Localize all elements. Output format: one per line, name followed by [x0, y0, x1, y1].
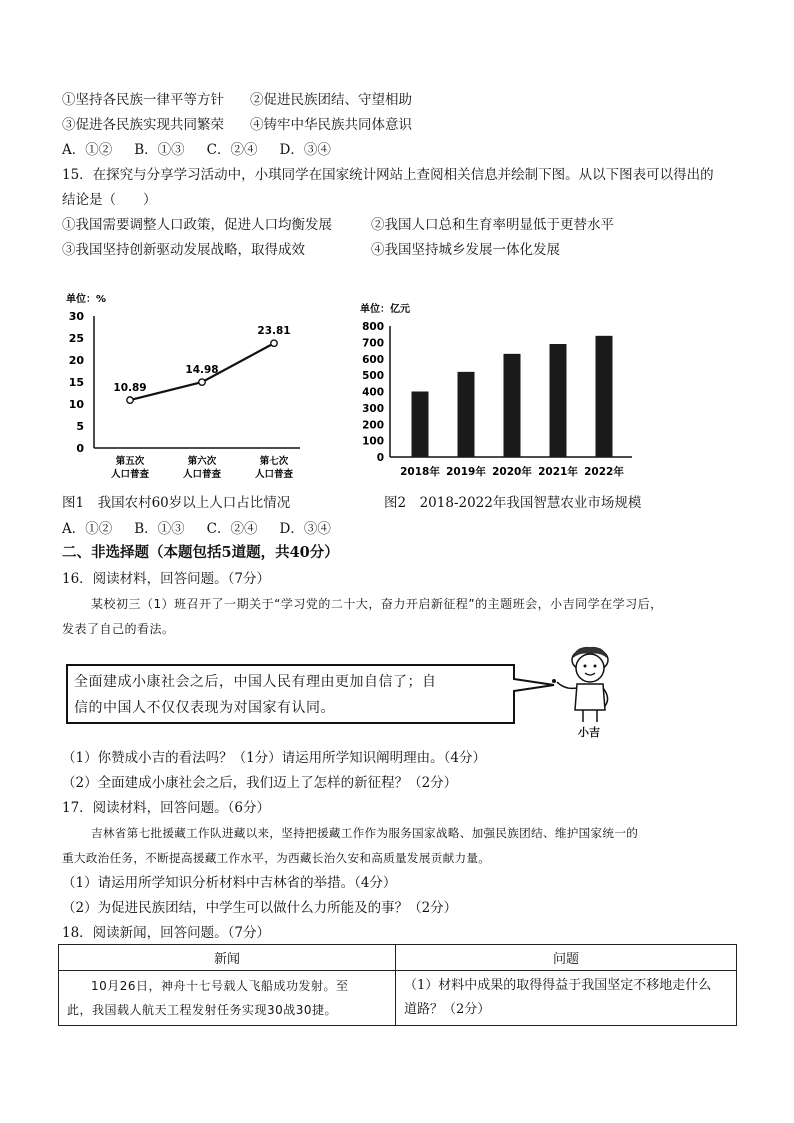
fig1-ytick-label: 30: [68, 310, 84, 323]
q14-choice-c: C．②④: [206, 142, 258, 158]
student-cartoon-icon: [545, 642, 625, 724]
q16-stem: 16．阅读材料，回答问题。（7分）: [62, 571, 271, 587]
fig2-ytick-label: 300: [362, 402, 384, 415]
q17-subquestion-1: （1）请运用所学知识分析材料中吉林省的举措。（4分）: [62, 875, 397, 891]
fig2-category-label: 2021年: [538, 466, 578, 478]
q17-material-line-2: 重大政治任务，不断提高援藏工作水平，为西藏长治久安和高质量发展贡献力量。: [62, 851, 491, 865]
fig1-ytick-label: 15: [68, 376, 84, 389]
q15-stem-line-2: 结论是（ ）: [62, 192, 157, 208]
q14-choices: [62, 141, 331, 159]
fig2-ytick-label: 600: [362, 353, 384, 366]
character-name: 小吉: [578, 726, 600, 739]
q14-option-row-2: [62, 116, 412, 134]
q15-choices: [62, 520, 331, 538]
q14-choice-d: D．③④: [279, 142, 331, 158]
fig2-category-label: 2019年: [446, 466, 486, 478]
fig1-category-label: 人口普查: [110, 469, 150, 480]
figure2-caption: 图2 2018-2022年我国智慧农业市场规模: [384, 495, 642, 511]
fig2-unit-label: 单位：亿元: [360, 304, 410, 315]
q14-option-3: ③促进各民族实现共同繁荣: [62, 117, 224, 133]
news-line-1: 10月26日，神舟十七号载人飞船成功发射。至: [91, 979, 349, 993]
bubble-line-2: 信的中国人不仅仅表现为对国家有认同。: [74, 700, 335, 716]
q14-option-4: ④铸牢中华民族共同体意识: [250, 117, 412, 133]
fig2-ytick-label: 200: [362, 419, 384, 432]
figure1-caption: 图1 我国农村60岁以上人口占比情况: [62, 495, 291, 511]
q18-news-table: [58, 944, 737, 1026]
q18-stem: 18．阅读新闻，回答问题。（7分）: [62, 925, 271, 941]
fig2-category-label: 2022年: [584, 466, 624, 478]
q16-material-line-1: 某校初三（1）班召开了一期关于“学习党的二十大，奋力开启新征程”的主题班会，小吉同学在学习后，: [91, 597, 663, 611]
fig2-category-label: 2020年: [492, 466, 532, 478]
fig2-ytick-label: 700: [362, 337, 384, 350]
news-line-2: 此，我国载人航天工程发射任务实现30战30捷。: [67, 1003, 338, 1017]
fig1-category-label: 第六次: [187, 456, 217, 467]
fig2-ytick-label: 500: [362, 370, 384, 383]
section2-heading: 二、非选择题（本题包括5道题，共40分）: [62, 544, 339, 561]
table-header-row: [59, 945, 737, 971]
fig1-ytick-label: 20: [68, 354, 84, 367]
q15-option-1: ①我国需要调整人口政策，促进人口均衡发展: [62, 217, 332, 233]
q16-subquestion-2: （2）全面建成小康社会之后，我们迈上了怎样的新征程？（2分）: [62, 775, 458, 791]
fig1-ytick-label: 5: [76, 420, 84, 433]
fig1-ytick-label: 10: [68, 398, 84, 411]
fig2-bar: [596, 336, 613, 457]
table-row: [59, 971, 737, 1026]
fig1-data-point: [199, 379, 205, 385]
q14-choice-b: B．①③: [134, 142, 185, 158]
fig1-ytick-label: 25: [68, 332, 84, 345]
fig2-ytick-label: 400: [362, 386, 384, 399]
q15-option-3: ③我国坚持创新驱动发展战略，取得成效: [62, 242, 305, 258]
fig1-category-label: 人口普查: [182, 469, 222, 480]
q14-option-1: ①坚持各民族一律平等方针: [62, 92, 224, 108]
fig1-value-label: 10.89: [113, 382, 147, 395]
fig1-ytick-label: 0: [76, 442, 84, 455]
fig1-category-label: 第七次: [259, 456, 289, 467]
q15-choice-b: B．①③: [134, 521, 185, 537]
header-news: 新闻: [59, 945, 396, 971]
question-line-2: 道路？（2分）: [404, 1002, 491, 1017]
bubble-line-1: 全面建成小康社会之后，中国人民有理由更加自信了；自: [74, 674, 437, 690]
q15-stem-line-1: 15．在探究与分享学习活动中，小琪同学在国家统计网站上查阅相关信息并绘制下图。从以下图表可以得出的: [62, 167, 714, 183]
news-cell: [59, 971, 396, 1026]
q15-option-2: ②我国人口总和生育率明显低于更替水平: [371, 217, 614, 233]
q16-subquestion-1: （1）你赞成小吉的看法吗？（1分）请运用所学知识阐明理由。（4分）: [62, 750, 487, 766]
fig1-value-label: 14.98: [185, 364, 219, 377]
fig1-data-point: [127, 397, 133, 403]
q15-choice-a: A．①②: [62, 521, 113, 537]
fig2-category-label: 2018年: [400, 466, 440, 478]
fig2-bar: [550, 344, 567, 457]
question-cell: [396, 971, 737, 1026]
figure1-line-chart: [60, 288, 310, 488]
q14-choice-a: A．①②: [62, 142, 113, 158]
q17-subquestion-2: （2）为促进民族团结，中学生可以做什么力所能及的事？（2分）: [62, 900, 458, 916]
fig2-ytick-label: 800: [362, 321, 384, 333]
fig1-value-label: 23.81: [257, 325, 291, 338]
question-line-1: （1）材料中成果的取得得益于我国坚定不移地走什么: [404, 978, 712, 993]
q16-material-line-2: 发表了自己的看法。: [62, 622, 175, 636]
q15-choice-c: C．②④: [206, 521, 258, 537]
figure2-bar-chart: [360, 300, 640, 485]
fig2-ytick-label: 100: [362, 435, 384, 448]
q14-option-row-1: [62, 91, 412, 109]
fig1-category-label: 第五次: [115, 456, 145, 467]
header-question: 问题: [396, 945, 737, 971]
fig1-unit-label: 单位：%: [66, 294, 107, 305]
fig2-bar: [504, 354, 521, 457]
fig2-bar: [458, 372, 475, 457]
fig2-ytick-label: 0: [376, 452, 384, 464]
fig2-bar: [412, 392, 429, 458]
q15-choice-d: D．③④: [279, 521, 331, 537]
q17-stem: 17．阅读材料，回答问题。（6分）: [62, 800, 271, 816]
fig1-category-label: 人口普查: [254, 469, 294, 480]
fig1-data-point: [271, 340, 277, 346]
q17-material-line-1: 吉林省第七批援藏工作队进藏以来，坚持把援藏工作作为服务国家战略、加强民族团结、维护国家统一的: [91, 826, 639, 840]
q14-option-2: ②促进民族团结、守望相助: [250, 92, 412, 108]
q15-option-4: ④我国坚持城乡发展一体化发展: [371, 242, 560, 258]
